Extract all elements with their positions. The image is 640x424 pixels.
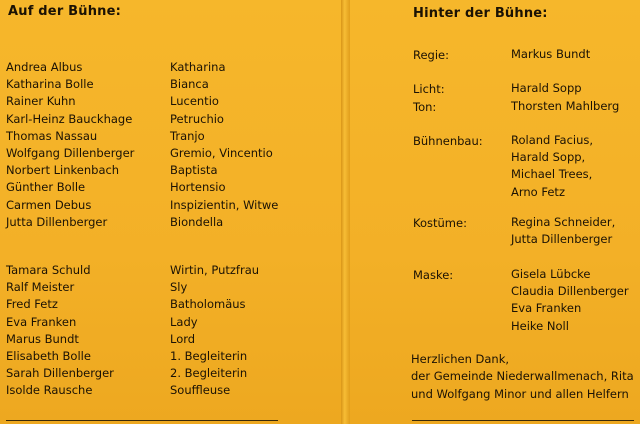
- crew-role-label: Licht:: [413, 82, 445, 96]
- actor-name: Katharina Bolle: [6, 77, 94, 92]
- crew-member-name: Markus Bundt: [511, 47, 591, 61]
- actor-name: Eva Franken: [6, 314, 77, 329]
- crew-names: [511, 80, 582, 97]
- role-name: 2. Begleiterin: [170, 366, 248, 381]
- role-name: Bianca: [170, 77, 209, 92]
- actor-name: Isolde Rausche: [6, 383, 93, 398]
- crew-member-name: Claudia Dillenberger: [511, 284, 629, 299]
- crew-member-name: Gisela Lübcke: [511, 267, 591, 281]
- crew-member-name: Regina Schneider,: [511, 215, 616, 229]
- crew-member-name: Michael Trees,: [511, 167, 593, 182]
- crew-member-name: Arno Fetz: [511, 184, 565, 199]
- actor-name: Ralf Meister: [6, 280, 75, 295]
- actor-name: Tamara Schuld: [6, 263, 91, 277]
- page-fold: [341, 0, 350, 424]
- thanks-note: [411, 351, 634, 403]
- cast-group-2-actors: [6, 262, 114, 400]
- role-name: Biondella: [170, 214, 224, 229]
- role-name: Batholomäus: [170, 297, 246, 312]
- crew-member-name: Thorsten Mahlberg: [511, 99, 620, 113]
- crew-role-label: Maske:: [413, 268, 454, 282]
- actor-name: Carmen Debus: [6, 197, 92, 212]
- cast-group-1-actors: [6, 59, 134, 231]
- crew-names: [511, 98, 619, 115]
- role-name: Lord: [170, 331, 196, 346]
- crew-role-label: Kostüme:: [413, 216, 467, 230]
- role-name: Petruchio: [170, 111, 224, 126]
- crew-names: [511, 266, 629, 335]
- crew-member-name: Jutta Dillenberger: [511, 232, 613, 247]
- crew-names: [511, 132, 593, 201]
- actor-name: Wolfgang Dillenberger: [6, 145, 135, 160]
- actor-name: Rainer Kuhn: [6, 94, 76, 109]
- role-name: Tranjo: [170, 128, 205, 143]
- crew-role-label: Bühnenbau:: [413, 134, 483, 148]
- actor-name: Elisabeth Bolle: [6, 348, 91, 363]
- role-name: Wirtin, Putzfrau: [170, 263, 260, 277]
- actor-name: Marus Bundt: [6, 331, 79, 346]
- on-stage-heading: Auf der Bühne:: [8, 4, 122, 19]
- crew-member-name: Harald Sopp: [511, 81, 582, 95]
- crew-role-label: Regie:: [413, 48, 449, 62]
- crew-role-label: Ton:: [413, 100, 437, 114]
- crew-member-name: Harald Sopp,: [511, 150, 586, 165]
- actor-name: Sarah Dillenberger: [6, 366, 114, 381]
- actor-name: Karl-Heinz Bauckhage: [6, 111, 133, 126]
- role-name: Sly: [170, 280, 188, 295]
- role-name: Souffleuse: [170, 383, 231, 398]
- role-name: Gremio, Vincentio: [170, 145, 273, 160]
- thanks-line: der Gemeinde Niederwallmenach, Rita: [411, 369, 634, 384]
- thanks-line: Herzlichen Dank,: [411, 352, 510, 366]
- crew-names: [511, 46, 590, 63]
- actor-name: Norbert Linkenbach: [6, 163, 120, 178]
- role-name: Lady: [170, 314, 198, 329]
- crew-member-name: Roland Facius,: [511, 133, 594, 147]
- role-name: 1. Begleiterin: [170, 348, 248, 363]
- crew-names: [511, 214, 615, 248]
- role-name: Inspizientin, Witwe: [170, 197, 279, 212]
- actor-name: Thomas Nassau: [6, 128, 98, 143]
- actor-name: Fred Fetz: [6, 297, 58, 312]
- backstage-heading: Hinter der Bühne:: [413, 6, 548, 21]
- role-name: Hortensio: [170, 180, 226, 195]
- role-name: Katharina: [170, 60, 226, 74]
- thanks-line: und Wolfgang Minor und allen Helfern: [411, 386, 629, 401]
- cast-group-2-roles: [170, 262, 259, 400]
- role-name: Lucentio: [170, 94, 219, 109]
- actor-name: Andrea Albus: [6, 60, 83, 74]
- crew-member-name: Eva Franken: [511, 301, 582, 316]
- crew-member-name: Heike Noll: [511, 318, 569, 333]
- cast-group-1-roles: [170, 59, 278, 231]
- role-name: Baptista: [170, 163, 218, 178]
- actor-name: Jutta Dillenberger: [6, 214, 108, 229]
- actor-name: Günther Bolle: [6, 180, 86, 195]
- left-bottom-rule: [6, 420, 278, 421]
- right-bottom-rule: [412, 420, 634, 421]
